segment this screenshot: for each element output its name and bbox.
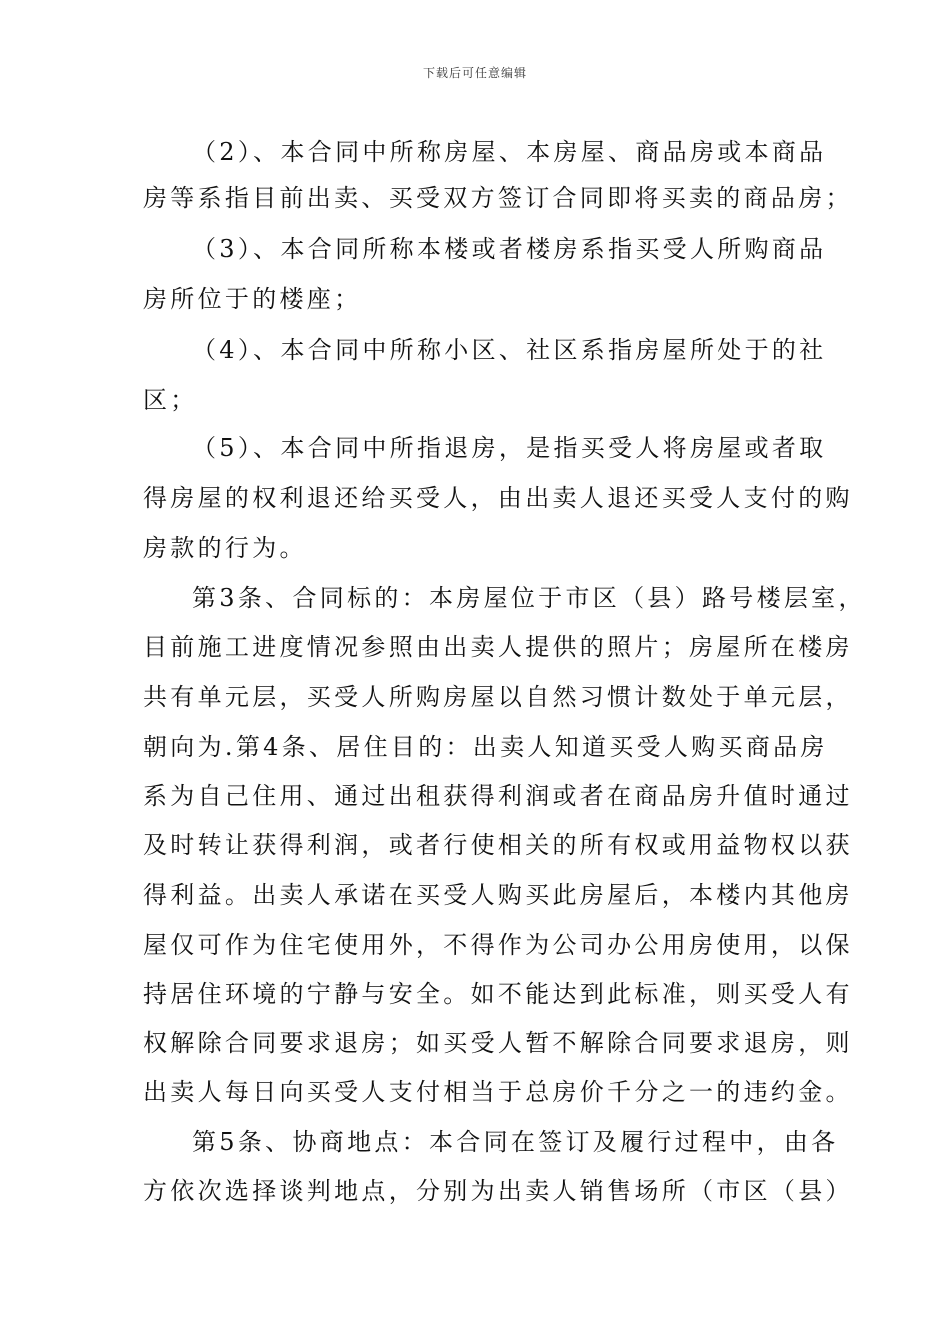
text-line: 及时转让获得利润，或者行使相关的所有权或用益物权以获: [143, 831, 853, 859]
text-line: （3）、本合同所称本楼或者楼房系指买受人所购商品: [192, 235, 827, 263]
text-line: 权解除合同要求退房；如买受人暂不解除合同要求退房，则: [143, 1029, 853, 1057]
text-line: 得房屋的权利退还给买受人，由出卖人退还买受人支付的购: [143, 484, 853, 512]
text-line: （2）、本合同中所称房屋、本房屋、商品房或本商品: [192, 138, 827, 166]
text-line: 方依次选择谈判地点，分别为出卖人销售场所（市区（县）: [143, 1177, 853, 1205]
text-line: 出卖人每日向买受人支付相当于总房价千分之一的违约金。: [143, 1078, 853, 1106]
text-line: （4）、本合同中所称小区、社区系指房屋所处于的社: [192, 336, 827, 364]
text-line: 共有单元层，买受人所购房屋以自然习惯计数处于单元层，: [143, 683, 853, 711]
text-line: 房款的行为。: [143, 534, 307, 562]
text-line: 系为自己住用、通过出租获得利润或者在商品房升值时通过: [143, 782, 853, 810]
page-header-note: 下载后可任意编辑: [422, 66, 527, 80]
text-line: 第3条、合同标的：本房屋位于市区（县）路号楼层室，: [192, 584, 866, 612]
text-line: 朝向为.第4条、居住目的：出卖人知道买受人购买商品房: [143, 733, 828, 761]
text-line: 得利益。出卖人承诺在买受人购买此房屋后，本楼内其他房: [143, 881, 853, 909]
text-line: （5）、本合同中所指退房，是指买受人将房屋或者取: [192, 434, 827, 462]
text-line: 区；: [143, 386, 198, 414]
text-line: 目前施工进度情况参照由出卖人提供的照片；房屋所在楼房: [143, 633, 853, 661]
text-line: 房等系指目前出卖、买受双方签订合同即将买卖的商品房；: [143, 184, 853, 212]
text-line: 房所位于的楼座；: [143, 285, 362, 313]
text-line: 持居住环境的宁静与安全。如不能达到此标准，则买受人有: [143, 980, 853, 1008]
text-line: 屋仅可作为住宅使用外，不得作为公司办公用房使用，以保: [143, 931, 853, 959]
text-line: 第5条、协商地点：本合同在签订及履行过程中，由各: [192, 1128, 839, 1156]
